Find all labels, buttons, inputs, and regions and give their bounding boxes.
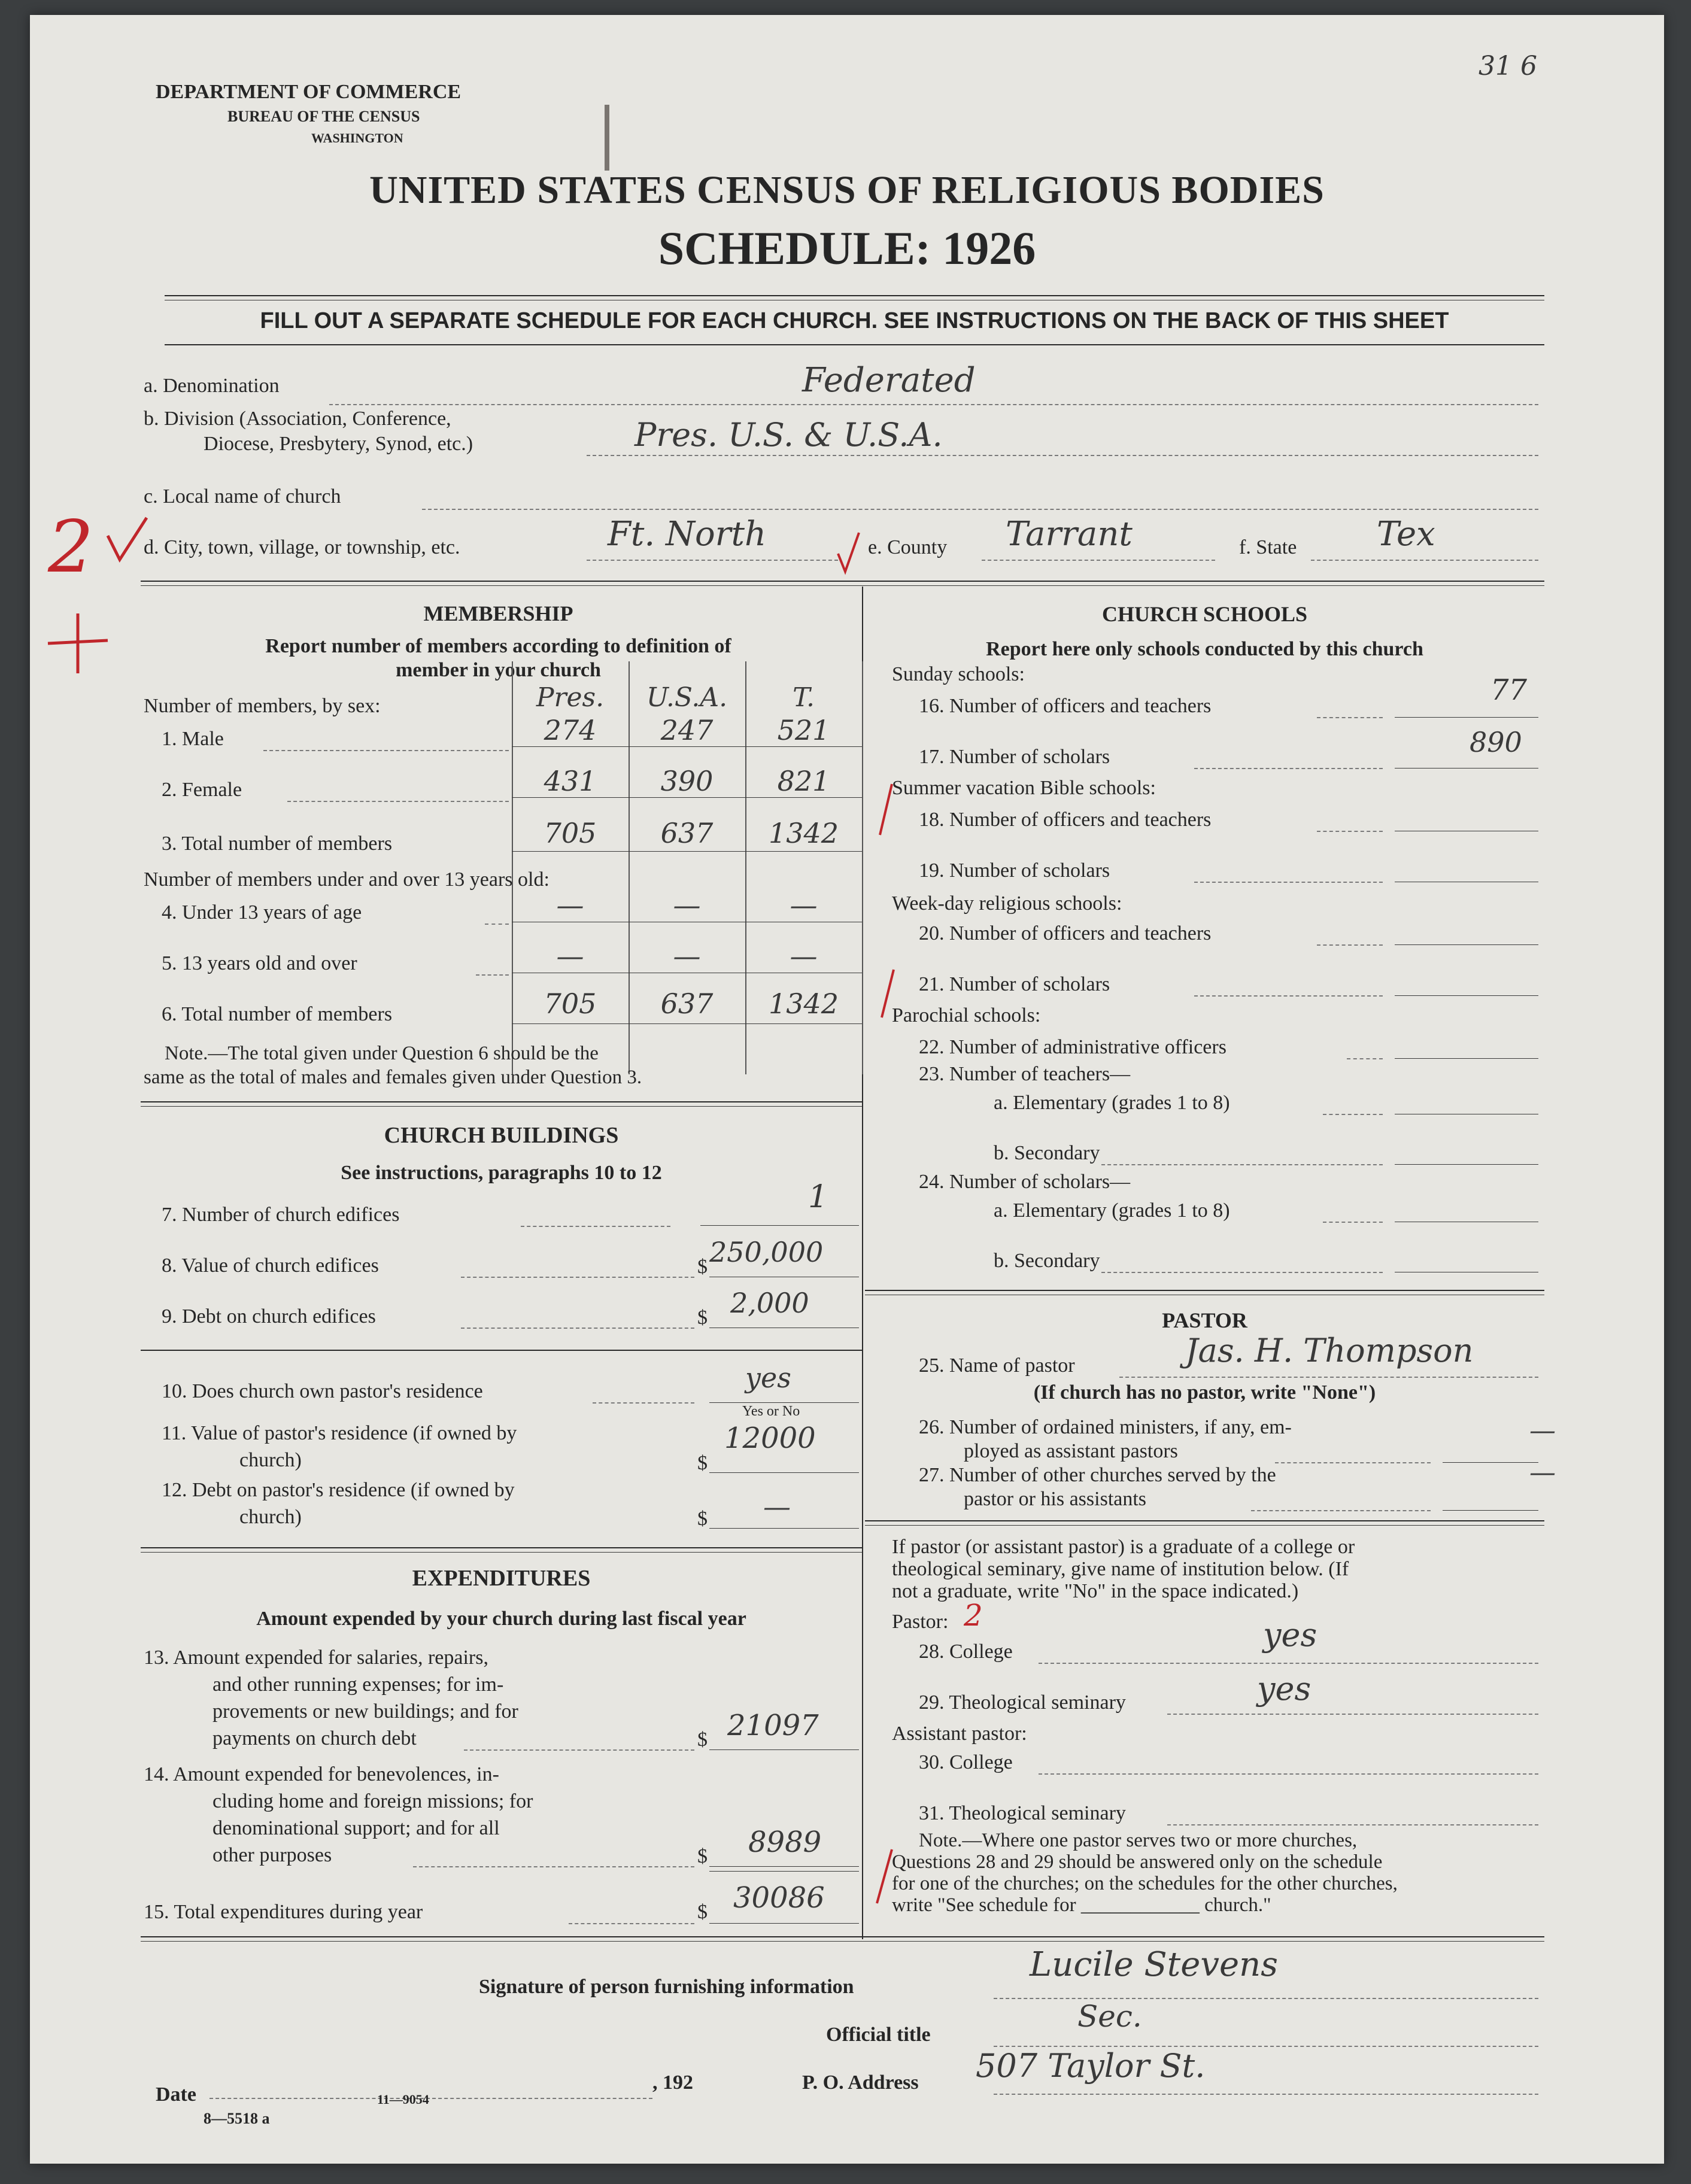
row-over13-label: 5. 13 years old and over xyxy=(162,952,357,974)
q13-line-3: provements or new buildings; and for xyxy=(212,1700,518,1723)
q24a-label: a. Elementary (grades 1 to 8) xyxy=(994,1199,1230,1222)
assistant-pastor-label: Assistant pastor: xyxy=(892,1723,1027,1745)
q27-value: — xyxy=(1529,1457,1556,1488)
q15-value: 30086 xyxy=(733,1881,825,1915)
grad-note-3: not a graduate, write "No" in the space indicated.) xyxy=(892,1580,1299,1602)
q25-value: Jas. H. Thompson xyxy=(1185,1332,1474,1369)
total-usa: 637 xyxy=(660,817,714,849)
q27-label-2: pastor or his assistants xyxy=(964,1488,1147,1510)
bureau-name: BUREAU OF THE CENSUS xyxy=(227,108,420,125)
q25-label: 25. Name of pastor xyxy=(919,1354,1075,1377)
q24-label: 24. Number of scholars— xyxy=(919,1171,1131,1193)
state-value: Tex xyxy=(1377,515,1435,554)
instruction-line: FILL OUT A SEPARATE SCHEDULE FOR EACH CHURCH. SEE INSTRUCTIONS ON THE BACK OF THIS SHEET xyxy=(260,308,1449,333)
q29-value: yes xyxy=(1257,1670,1311,1708)
schedule-title: SCHEDULE: 1926 xyxy=(658,222,1036,274)
margin-mark: 2 xyxy=(48,506,94,589)
pastor-note-1: Note.—Where one pastor serves two or more churches, xyxy=(919,1830,1358,1851)
q15-dollar: $ xyxy=(697,1901,708,1923)
membership-note-2: same as the total of males and females given under Question 3. xyxy=(144,1067,642,1088)
red-check-note xyxy=(865,1846,901,1912)
pastor-label: Pastor: xyxy=(892,1611,949,1633)
row-under13-label: 4. Under 13 years of age xyxy=(162,901,362,924)
q26-label-2: ployed as assistant pastors xyxy=(964,1440,1178,1462)
members-by-sex-label: Number of members, by sex: xyxy=(144,695,381,717)
row-female-label: 2. Female xyxy=(162,779,242,801)
q12-value: — xyxy=(763,1490,791,1523)
q9-value: 2,000 xyxy=(730,1287,809,1319)
print-number: 11—9054 xyxy=(377,2092,429,2107)
q25-hint: (If church has no pastor, write "None") xyxy=(1033,1381,1376,1404)
q13-value: 21097 xyxy=(727,1709,819,1742)
q12-label-2: church) xyxy=(239,1506,302,1528)
row-total6-label: 6. Total number of members xyxy=(162,1003,393,1025)
form-number: 8—5518 a xyxy=(204,2110,270,2127)
under13-total: — xyxy=(790,889,818,921)
male-total: 521 xyxy=(777,714,830,746)
q19-label: 19. Number of scholars xyxy=(919,859,1110,882)
pastor-mark: 2 xyxy=(964,1598,983,1633)
division-label-2: Diocese, Presbytery, Synod, etc.) xyxy=(204,433,473,455)
q18-label: 18. Number of officers and teachers xyxy=(919,809,1212,831)
staple-mark xyxy=(605,105,609,171)
q28-label: 28. College xyxy=(919,1641,1013,1663)
official-title-label: Official title xyxy=(826,2024,931,2046)
row-male-label: 1. Male xyxy=(162,728,224,750)
female-usa: 390 xyxy=(660,765,714,797)
buildings-sub: See instructions, paragraphs 10 to 12 xyxy=(341,1162,662,1184)
signature-value: Lucile Stevens xyxy=(1030,1945,1278,1984)
q21-label: 21. Number of scholars xyxy=(919,973,1110,995)
q14-line-4: other purposes xyxy=(212,1844,332,1866)
city-label: d. City, town, village, or township, etc. xyxy=(144,536,460,558)
q17-value: 890 xyxy=(1470,726,1522,758)
q16-value: 77 xyxy=(1490,673,1528,707)
male-usa: 247 xyxy=(660,714,714,746)
q14-line-3: denominational support; and for all xyxy=(212,1817,500,1839)
q8-value: 250,000 xyxy=(709,1236,824,1268)
total6-usa: 637 xyxy=(660,988,714,1020)
q13-line-4: payments on church debt xyxy=(212,1727,417,1749)
q11-label-2: church) xyxy=(239,1449,302,1471)
division-value: Pres. U.S. & U.S.A. xyxy=(634,416,943,454)
q14-dollar: $ xyxy=(697,1845,708,1867)
schools-heading: CHURCH SCHOOLS xyxy=(1101,602,1308,626)
grad-note-1: If pastor (or assistant pastor) is a graduate of a college or xyxy=(892,1536,1355,1558)
q12-label-1: 12. Debt on pastor's residence (if owned by xyxy=(162,1479,515,1501)
weekday-schools-label: Week-day religious schools: xyxy=(892,892,1122,915)
city-name: WASHINGTON xyxy=(311,130,403,145)
q16-label: 16. Number of officers and teachers xyxy=(919,695,1212,717)
q23-label: 23. Number of teachers— xyxy=(919,1063,1131,1085)
grad-note-2: theological seminary, give name of institution below. (If xyxy=(892,1558,1349,1580)
local-name-label: c. Local name of church xyxy=(144,485,341,508)
q14-value: 8989 xyxy=(748,1825,822,1859)
membership-note-1: Note.—The total given under Question 6 should be the xyxy=(165,1043,599,1064)
col-head-pres: Pres. xyxy=(536,682,605,713)
col-head-total: T. xyxy=(793,682,815,713)
membership-intro-1: Report number of members according to definition of xyxy=(265,635,731,657)
male-pres: 274 xyxy=(544,714,597,746)
denomination-value: Federated xyxy=(802,361,976,400)
q13-line-1: 13. Amount expended for salaries, repairs, xyxy=(144,1647,488,1669)
q15-label: 15. Total expenditures during year xyxy=(144,1901,423,1923)
address-label: P. O. Address xyxy=(802,2071,919,2094)
form-title: UNITED STATES CENSUS OF RELIGIOUS BODIES xyxy=(369,168,1325,212)
state-label: f. State xyxy=(1239,536,1297,558)
over13-usa: — xyxy=(673,940,701,972)
expenditures-sub: Amount expended by your church during last fiscal year xyxy=(256,1608,746,1630)
q30-label: 30. College xyxy=(919,1751,1013,1773)
q14-line-2: cluding home and foreign missions; for xyxy=(212,1790,533,1812)
department-name: DEPARTMENT OF COMMERCE xyxy=(156,81,462,103)
pastor-note-3: for one of the churches; on the schedules for the other churches, xyxy=(892,1873,1398,1894)
county-value: Tarrant xyxy=(1006,515,1133,554)
q27-label-1: 27. Number of other churches served by the xyxy=(919,1464,1276,1486)
buildings-heading: CHURCH BUILDINGS xyxy=(384,1123,619,1148)
total6-total: 1342 xyxy=(768,988,839,1020)
red-check-summer xyxy=(862,781,898,841)
official-title-value: Sec. xyxy=(1077,1999,1142,2034)
q10-hint: Yes or No xyxy=(742,1404,800,1419)
q13-dollar: $ xyxy=(697,1729,708,1751)
female-total: 821 xyxy=(777,765,830,797)
total-total: 1342 xyxy=(768,817,839,849)
q10-value: yes xyxy=(745,1362,791,1394)
q7-value: 1 xyxy=(808,1179,828,1215)
q10-label: 10. Does church own pastor's residence xyxy=(162,1380,483,1402)
under13-usa: — xyxy=(673,889,701,921)
division-label-1: b. Division (Association, Conference, xyxy=(144,408,451,430)
female-pres: 431 xyxy=(544,765,597,797)
q11-value: 12000 xyxy=(724,1421,816,1455)
q22-label: 22. Number of administrative officers xyxy=(919,1036,1226,1058)
q14-line-1: 14. Amount expended for benevolences, in- xyxy=(144,1763,499,1785)
signature-label: Signature of person furnishing information xyxy=(479,1976,854,1998)
city-value: Ft. North xyxy=(608,515,767,554)
sunday-schools-label: Sunday schools: xyxy=(892,663,1025,685)
expenditures-heading: EXPENDITURES xyxy=(412,1566,591,1591)
q31-label: 31. Theological seminary xyxy=(919,1802,1126,1824)
q12-dollar: $ xyxy=(697,1508,708,1530)
q7-label: 7. Number of church edifices xyxy=(162,1204,400,1226)
red-check-city xyxy=(832,530,868,578)
q13-line-2: and other running expenses; for im- xyxy=(212,1673,504,1696)
q8-label: 8. Value of church edifices xyxy=(162,1254,379,1277)
denomination-label: a. Denomination xyxy=(144,375,280,397)
over13-pres: — xyxy=(556,940,584,972)
q23b-label: b. Secondary xyxy=(994,1142,1100,1164)
date-year: , 192 xyxy=(652,2071,693,2094)
membership-intro-2: member in your church xyxy=(396,659,601,681)
county-label: e. County xyxy=(868,536,948,558)
age-intro: Number of members under and over 13 years old: xyxy=(144,868,550,891)
pastor-note-4: write "See schedule for ____________ church." xyxy=(892,1894,1271,1916)
col-head-usa: U.S.A. xyxy=(646,682,728,713)
schools-sub: Report here only schools conducted by this church xyxy=(986,638,1423,660)
q26-value: — xyxy=(1529,1416,1556,1446)
q9-dollar: $ xyxy=(697,1307,708,1329)
q24b-label: b. Secondary xyxy=(994,1250,1100,1272)
pastor-note-2: Questions 28 and 29 should be answered only on the schedule xyxy=(892,1851,1383,1873)
address-value: 507 Taylor St. xyxy=(976,2047,1206,2085)
q11-dollar: $ xyxy=(697,1452,708,1474)
pastor-heading: PASTOR xyxy=(1162,1308,1247,1332)
date-label: Date xyxy=(156,2083,196,2106)
parochial-schools-label: Parochial schools: xyxy=(892,1004,1041,1026)
q26-label-1: 26. Number of ordained ministers, if any, em- xyxy=(919,1416,1292,1438)
q8-dollar: $ xyxy=(697,1256,708,1278)
membership-heading: MEMBERSHIP xyxy=(423,602,573,625)
census-schedule-sheet xyxy=(30,15,1664,2164)
under13-pres: — xyxy=(556,889,584,921)
page-number: 31 6 xyxy=(1479,51,1537,81)
total6-pres: 705 xyxy=(544,988,597,1020)
summer-schools-label: Summer vacation Bible schools: xyxy=(892,777,1156,799)
over13-total: — xyxy=(790,940,818,972)
total-pres: 705 xyxy=(544,817,597,849)
row-total-label: 3. Total number of members xyxy=(162,833,393,855)
q23a-label: a. Elementary (grades 1 to 8) xyxy=(994,1092,1230,1114)
q9-label: 9. Debt on church edifices xyxy=(162,1305,376,1328)
q28-value: yes xyxy=(1263,1616,1317,1654)
q29-label: 29. Theological seminary xyxy=(919,1691,1126,1714)
q11-label-1: 11. Value of pastor's residence (if owned by xyxy=(162,1422,517,1444)
q17-label: 17. Number of scholars xyxy=(919,746,1110,768)
q20-label: 20. Number of officers and teachers xyxy=(919,922,1212,944)
